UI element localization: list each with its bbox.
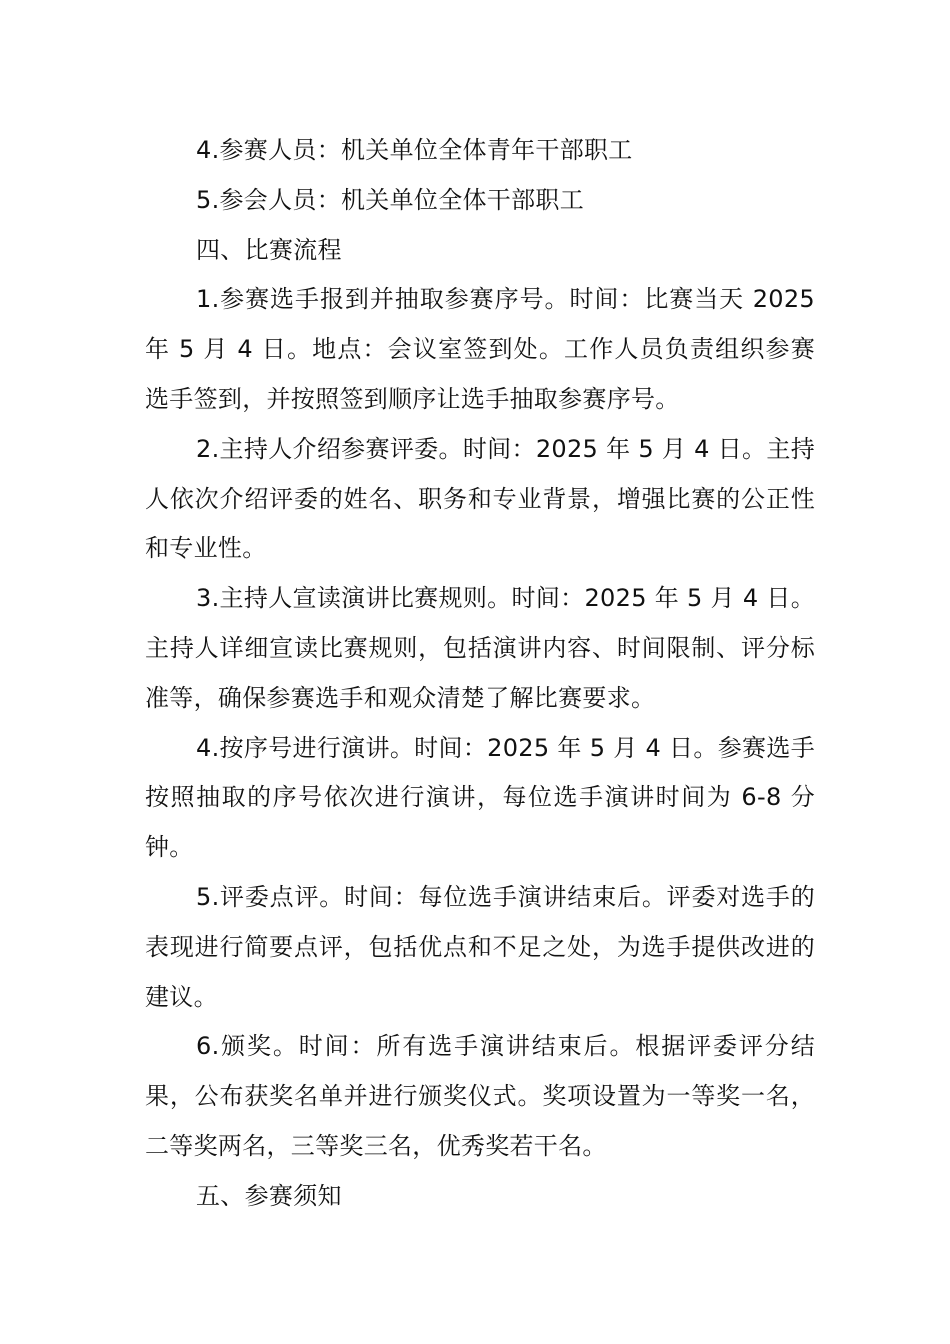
attendees-line: 5.参会人员：机关单位全体干部职工 (196, 185, 584, 214)
process-step-1: 1.参赛选手报到并抽取参赛序号。时间：比赛当天 2025 年 5 月 4 日。地点：会议室签到处。工作人员负责组织参赛选手签到，并按照签到顺序让选手抽取参赛序号。 (145, 285, 815, 413)
process-step-2: 2.主持人介绍参赛评委。时间：2025 年 5 月 4 日。主持人依次介绍评委的姓名、职务和专业背景，增强比赛的公正性和专业性。 (145, 434, 815, 563)
process-step-4: 4.按序号进行演讲。时间：2025 年 5 月 4 日。参赛选手按照抽取的序号依次进行演讲，每位选手演讲时间为 6-8 分钟。 (145, 733, 815, 862)
document-page (145, 126, 815, 1222)
section-heading-participant-notice: 五、参赛须知 (196, 1181, 342, 1210)
section-heading-competition-process: 四、比赛流程 (196, 235, 342, 264)
process-step-6: 6.颁奖。时间：所有选手演讲结束后。根据评委评分结果，公布获奖名单并进行颁奖仪式。奖项设置为一等奖一名，二等奖两名，三等奖三名，优秀奖若干名。 (145, 1032, 815, 1160)
process-step-5: 5.评委点评。时间：每位选手演讲结束后。评委对选手的表现进行简要点评，包括优点和不足之处，为选手提供改进的建议。 (145, 882, 815, 1011)
process-step-3: 3.主持人宣读演讲比赛规则。时间：2025 年 5 月 4 日。主持人详细宣读比赛规则，包括演讲内容、时间限制、评分标准等，确保参赛选手和观众清楚了解比赛要求。 (145, 584, 815, 712)
participants-line: 4.参赛人员：机关单位全体青年干部职工 (196, 136, 633, 164)
